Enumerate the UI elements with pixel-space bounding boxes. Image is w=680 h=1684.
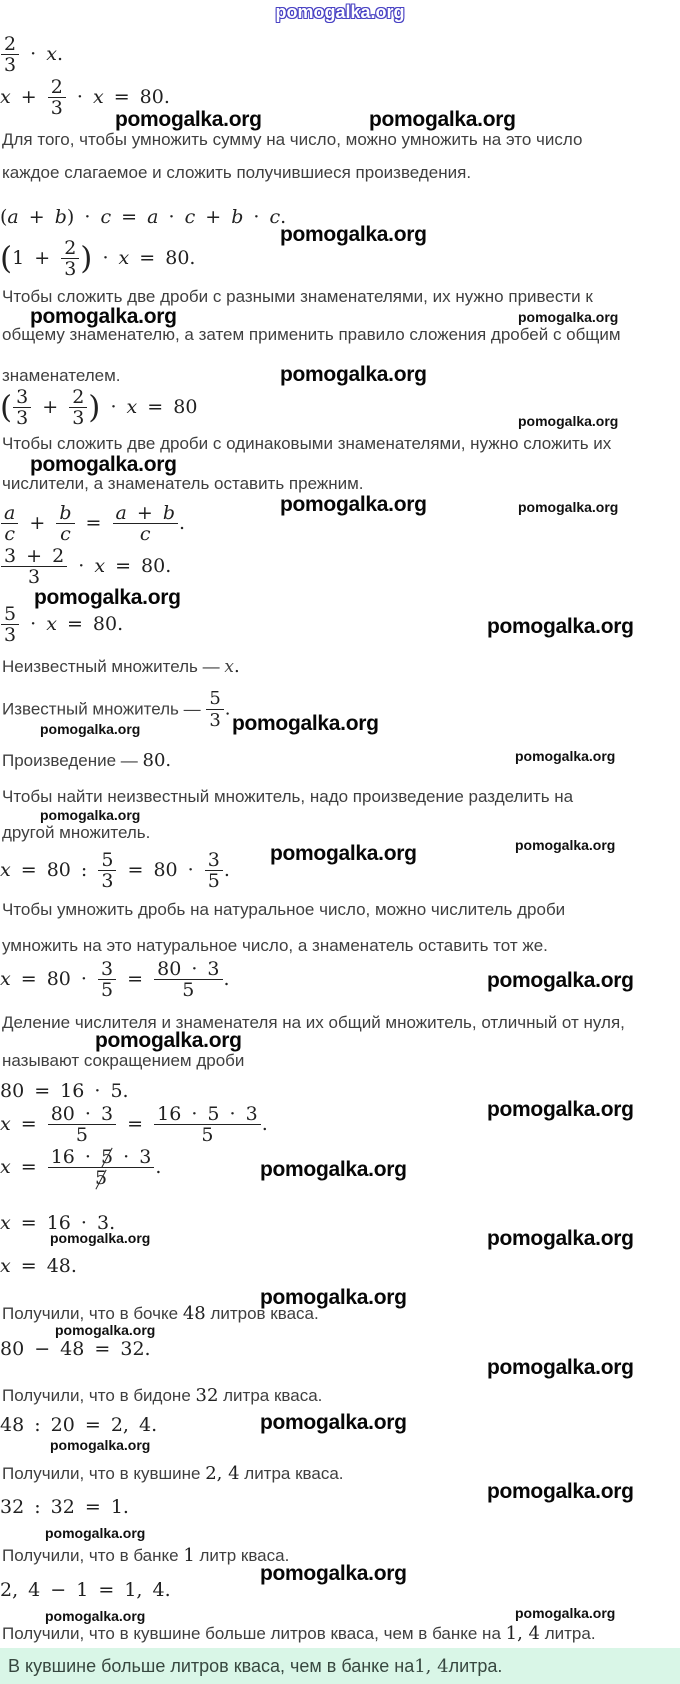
text-run: a	[4, 502, 16, 524]
wm-small-08: pomogalka.org	[50, 1230, 151, 1246]
text-run: = 80 ·	[10, 968, 98, 990]
wm-bold-14: pomogalka.org	[487, 1098, 634, 1121]
text-run: c	[139, 523, 151, 545]
text-run: 80.	[142, 750, 172, 771]
text-run: (	[0, 206, 8, 228]
text-run: = 80 ·	[117, 859, 204, 881]
text-run: называют сокращением дроби	[2, 1051, 245, 1070]
fraction	[0, 546, 68, 588]
text-run: 5	[209, 688, 221, 709]
text-run: 1 +	[12, 247, 61, 269]
wm-bold-09: pomogalka.org	[487, 615, 634, 638]
text-run: a	[115, 502, 127, 524]
wm-small-13: pomogalka.org	[515, 1605, 616, 1621]
text-run: 32	[195, 1385, 219, 1406]
wm-bold-21: pomogalka.org	[260, 1562, 407, 1585]
fraction	[97, 959, 117, 1001]
wm-bold-20: pomogalka.org	[487, 1480, 634, 1503]
wm-bold-13: pomogalka.org	[95, 1029, 242, 1052]
text-run: )	[88, 389, 101, 426]
text-run: числители, а знаменатель оставить прежним.	[2, 474, 364, 493]
para-same-denominators-1	[2, 434, 611, 454]
text-run: литр кваса.	[194, 1546, 290, 1565]
text-run: 48	[182, 1303, 206, 1324]
text-run: .	[223, 859, 230, 881]
text-run: Чтобы сложить две дроби с одинаковыми знаменателями, нужно сложить их	[2, 434, 612, 453]
text-run: Чтобы сложить две дроби с разными знаменателями, их нужно привести к	[2, 287, 593, 306]
wm-small-12: pomogalka.org	[45, 1608, 146, 1624]
text-run: )	[80, 240, 93, 277]
wm-small-01: pomogalka.org	[518, 309, 619, 325]
text-run: =	[117, 968, 154, 990]
wm-bold-10: pomogalka.org	[232, 712, 379, 735]
text-run: литра кваса.	[218, 1386, 323, 1405]
text-run: x	[0, 1212, 11, 1234]
text-run: 5	[4, 603, 17, 625]
para-product	[2, 750, 171, 772]
text-run: =	[117, 1113, 154, 1135]
text-run: =	[75, 512, 112, 534]
eq-decompose-80	[0, 1081, 129, 1102]
text-run: b	[231, 206, 244, 228]
text-run: 3 + 2	[4, 545, 65, 567]
text-run: 80 = 16 · 5.	[0, 1080, 129, 1102]
eq-divide-32-32	[0, 1497, 129, 1518]
eq-x-48	[0, 1256, 77, 1277]
fraction	[55, 503, 75, 545]
para-jug-result	[2, 1463, 344, 1485]
text-run: b	[162, 502, 175, 524]
text-run: .	[223, 968, 230, 990]
text-run: 3	[101, 958, 114, 980]
fraction	[205, 689, 224, 731]
text-run: литра.	[448, 1655, 503, 1676]
text-run: x	[92, 86, 104, 108]
eq-divide	[0, 850, 230, 892]
para-find-unknown-2	[2, 823, 150, 843]
eq-distributive-law	[0, 207, 286, 228]
para-conclusion	[2, 1623, 596, 1645]
text-run: ·	[243, 206, 270, 228]
para-multiply-fraction-1	[2, 900, 565, 920]
text-run: c	[100, 206, 112, 228]
text-run: 80 − 48 = 32.	[0, 1338, 151, 1360]
text-run: 5	[101, 849, 114, 871]
text-run: = 80	[137, 396, 198, 418]
text-run: x	[0, 1113, 11, 1135]
text-run: Чтобы умножить дробь на натуральное число, можно числитель дроби	[2, 900, 566, 919]
text-run: +	[19, 512, 56, 534]
text-run: =	[10, 1156, 47, 1178]
text-run: Произведение —	[2, 751, 143, 770]
text-run: 1	[183, 1545, 195, 1566]
wm-bold-18: pomogalka.org	[487, 1356, 634, 1379]
text-run: x	[126, 396, 138, 418]
text-run: +	[10, 86, 47, 108]
wm-outline-top: pomogalka.org	[275, 2, 405, 22]
text-run: c	[269, 206, 281, 228]
text-run: общему знаменателю, а затем применить правило сложения дробей с общим	[2, 325, 621, 344]
eq-common-denominator	[0, 387, 197, 429]
fraction	[97, 850, 117, 892]
text-run: 16 ·	[50, 1146, 102, 1168]
para-different-denominators-2	[2, 325, 621, 345]
wm-bold-04: pomogalka.org	[30, 305, 177, 328]
fraction	[204, 850, 224, 892]
text-run: каждое слагаемое и сложить получившиеся произведения.	[2, 163, 472, 182]
eq-initial-product	[0, 34, 63, 76]
text-run: x	[46, 43, 57, 65]
text-run: (	[0, 240, 13, 277]
text-run: 5	[201, 1124, 214, 1146]
text-run: 3	[4, 54, 17, 76]
wm-small-07: pomogalka.org	[515, 837, 616, 853]
fraction	[47, 1104, 117, 1146]
text-run: ·	[20, 43, 47, 65]
text-run: =	[111, 206, 148, 228]
text-run: 3	[16, 386, 29, 408]
text-run: b	[59, 502, 72, 524]
text-run: 5	[207, 870, 220, 892]
text-run: .	[155, 1156, 162, 1178]
text-run: x	[118, 247, 130, 269]
text-run: 3	[50, 97, 63, 119]
text-run: 2	[64, 237, 77, 259]
text-run: Получили, что в кувшине больше литров кваса, чем в банке на	[2, 1624, 506, 1643]
wm-bold-19: pomogalka.org	[260, 1411, 407, 1434]
text-run: =	[10, 1113, 47, 1135]
fraction	[112, 503, 180, 545]
wm-small-04: pomogalka.org	[40, 721, 141, 737]
text-run: 5	[182, 979, 195, 1001]
eq-divide-48-20	[0, 1415, 157, 1436]
text-run: В кувшине больше литров кваса, чем в банке на	[8, 1655, 415, 1676]
text-run: .	[179, 512, 186, 534]
fraction	[0, 604, 20, 646]
text-run: x	[46, 613, 57, 635]
text-run: 3	[207, 849, 220, 871]
text-run: 2	[50, 76, 63, 98]
para-barrel-result	[2, 1303, 319, 1325]
text-run: = 80.	[129, 247, 196, 269]
text-run: 48 : 20 = 2, 4.	[0, 1414, 158, 1436]
para-multiply-fraction-2	[2, 936, 548, 956]
text-run: Получили, что в кувшине	[2, 1464, 206, 1483]
wm-small-11: pomogalka.org	[45, 1525, 146, 1541]
text-run: x	[0, 1255, 11, 1277]
text-run: = 80 :	[10, 859, 98, 881]
eq-numerator-sum	[0, 546, 171, 588]
fraction	[12, 387, 32, 429]
wm-small-03: pomogalka.org	[518, 499, 619, 515]
text-run: Чтобы найти неизвестный множитель, надо произведение разделить на	[2, 787, 574, 806]
text-run: другой множитель.	[2, 823, 151, 842]
wm-small-09: pomogalka.org	[55, 1322, 156, 1338]
text-run: 3	[209, 710, 221, 731]
wm-bold-12: pomogalka.org	[487, 969, 634, 992]
eq-fraction-addition-rule	[0, 503, 185, 545]
text-run: .	[261, 1113, 268, 1135]
text-run: · 3	[113, 1146, 152, 1168]
text-run: c	[60, 523, 71, 545]
cancelled-term: 5	[101, 1146, 114, 1168]
text-run: ·	[158, 206, 185, 228]
text-run: x	[0, 859, 11, 881]
fraction	[153, 959, 223, 1001]
fraction	[68, 387, 88, 429]
text-run: литров кваса.	[205, 1304, 319, 1323]
wm-bold-15: pomogalka.org	[260, 1158, 407, 1181]
text-run: 5	[75, 1124, 88, 1146]
text-run: .	[233, 656, 240, 677]
eq-cancel	[0, 1147, 161, 1189]
text-run: литра кваса.	[239, 1464, 344, 1483]
para-find-unknown-1	[2, 787, 573, 807]
para-reduction-2	[2, 1051, 244, 1071]
eq-subtract-1	[0, 1580, 171, 1601]
text-run: 3	[64, 258, 77, 280]
text-run: ) ·	[66, 206, 101, 228]
text-run: 2	[72, 386, 85, 408]
text-run: Известный множитель —	[2, 699, 206, 719]
text-run: ·	[68, 555, 95, 577]
text-run: 3	[16, 407, 29, 429]
text-run: 2, 4 − 1 = 1, 4.	[0, 1579, 171, 1601]
text-run: (	[0, 389, 13, 426]
fraction	[47, 1147, 156, 1189]
text-run: = 16 · 3.	[10, 1212, 116, 1234]
text-run: .	[224, 698, 231, 720]
wm-bold-01: pomogalka.org	[115, 108, 262, 131]
fraction	[60, 238, 80, 280]
fraction	[153, 1104, 262, 1146]
text-run: Получили, что в бочке	[2, 1304, 183, 1323]
wm-small-06: pomogalka.org	[40, 807, 141, 823]
eq-factored	[0, 238, 195, 280]
wm-bold-03: pomogalka.org	[280, 223, 427, 246]
para-jar-result	[2, 1545, 289, 1567]
text-run: 2	[4, 33, 17, 55]
text-run: = 80.	[56, 613, 124, 635]
eq-substitute	[0, 1104, 268, 1146]
text-run: x	[0, 1156, 11, 1178]
eq-multiply	[0, 959, 230, 1001]
text-run: b	[54, 206, 67, 228]
text-run: знаменателем.	[2, 366, 121, 385]
fraction	[47, 77, 67, 119]
text-run: = 80.	[103, 86, 170, 108]
text-run: +	[195, 206, 232, 228]
text-run: ·	[66, 86, 93, 108]
text-run: 80 · 3	[157, 958, 220, 980]
text-run: 2, 4	[205, 1463, 240, 1484]
text-run: x	[94, 555, 106, 577]
para-denominator-tail	[2, 366, 121, 386]
para-same-denominators-2	[2, 474, 364, 494]
text-run: = 80.	[105, 555, 172, 577]
text-run: 32 : 32 = 1.	[0, 1496, 129, 1518]
eq-subtract-48	[0, 1339, 151, 1360]
text-run: c	[4, 523, 15, 545]
para-distributive-2	[2, 163, 471, 183]
wm-bold-07: pomogalka.org	[280, 493, 427, 516]
text-run: 3	[101, 870, 114, 892]
text-run: 3	[72, 407, 85, 429]
text-run: 3	[4, 624, 17, 646]
fraction	[0, 34, 20, 76]
text-run: +	[32, 396, 69, 418]
text-run: 16 · 5 · 3	[157, 1103, 258, 1125]
para-distributive-1	[2, 130, 582, 150]
para-unknown-factor	[2, 656, 240, 678]
text-run: Для того, чтобы умножить сумму на число, можно умножить на это число	[2, 130, 583, 149]
wm-bold-06: pomogalka.org	[30, 453, 177, 476]
wm-bold-16: pomogalka.org	[487, 1227, 634, 1250]
wm-bold-08: pomogalka.org	[34, 586, 181, 609]
wm-small-05: pomogalka.org	[515, 748, 616, 764]
para-can-result	[2, 1385, 322, 1407]
text-run: ·	[20, 613, 47, 635]
text-run: .	[56, 43, 63, 65]
text-run: = 48.	[10, 1255, 77, 1277]
wm-bold-02: pomogalka.org	[369, 108, 516, 131]
text-run: Неизвестный множитель —	[2, 657, 225, 676]
wm-small-10: pomogalka.org	[50, 1437, 151, 1453]
text-run: c	[184, 206, 196, 228]
text-run: x	[0, 968, 11, 990]
text-run: 1, 4	[505, 1623, 540, 1644]
text-run: ·	[100, 396, 127, 418]
text-run: 5	[101, 979, 114, 1001]
text-run: +	[126, 502, 163, 524]
text-run: ·	[92, 247, 119, 269]
wm-bold-05: pomogalka.org	[280, 363, 427, 386]
wm-bold-11: pomogalka.org	[270, 842, 417, 865]
text-run: 1, 4	[414, 1655, 449, 1677]
wm-bold-17: pomogalka.org	[260, 1286, 407, 1309]
text-run: умножить на это натуральное число, а знаменатель оставить тот же.	[2, 936, 548, 955]
text-run: .	[280, 206, 287, 228]
text-run: Деление числителя и знаменателя на их общий множитель, отличный от нуля,	[2, 1013, 625, 1032]
text-run: Получили, что в банке	[2, 1546, 184, 1565]
answer-box	[0, 1648, 680, 1684]
wm-small-02: pomogalka.org	[518, 413, 619, 429]
text-run: x	[0, 86, 11, 108]
text-run: 80 · 3	[50, 1103, 114, 1125]
eq-five-thirds	[0, 604, 123, 646]
text-run: a	[7, 206, 19, 228]
text-run: a	[147, 206, 159, 228]
text-run: Получили, что в бидоне	[2, 1386, 196, 1405]
text-run: x	[224, 657, 234, 677]
text-run: 3	[28, 566, 41, 588]
fraction	[0, 503, 19, 545]
text-run: литра.	[539, 1624, 596, 1643]
text-run: +	[18, 206, 55, 228]
cancelled-term: 5	[94, 1167, 108, 1189]
